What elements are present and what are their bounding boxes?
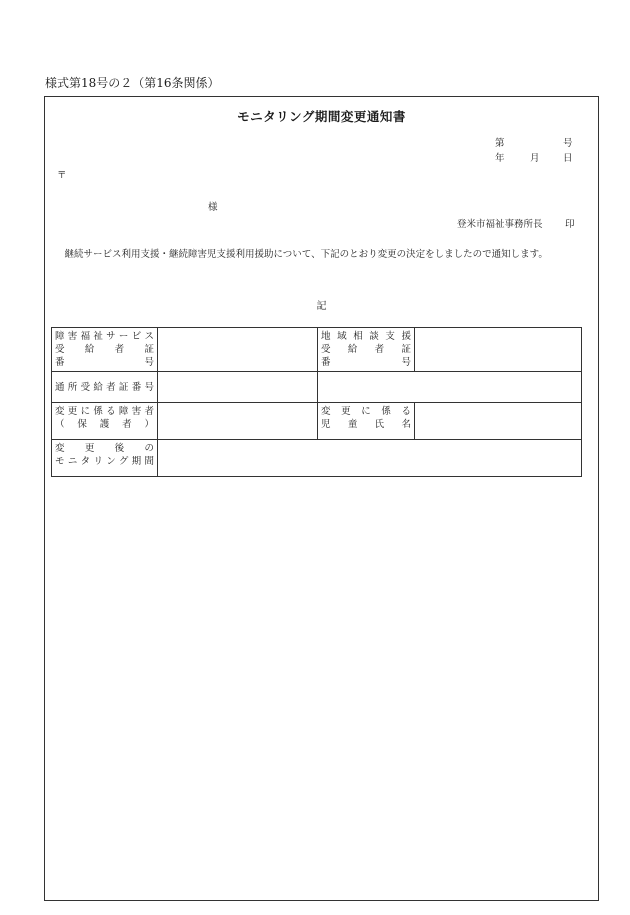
label-line: モニタリング期間 xyxy=(55,456,154,467)
date-month-label: 月 xyxy=(530,153,540,164)
label-line: 児童氏名 xyxy=(321,419,411,430)
child-name-field[interactable] xyxy=(415,403,582,440)
label-line: 地域相談支援 xyxy=(321,331,411,342)
label-line: 受給者証 xyxy=(55,344,154,355)
day-service-certificate-number-field[interactable] xyxy=(158,372,318,403)
label-line: 障害福祉サービス xyxy=(55,331,154,342)
info-table xyxy=(51,327,582,477)
label-line: 変更に係る xyxy=(321,406,411,417)
table-row xyxy=(52,372,582,403)
monitoring-period-label xyxy=(52,440,158,477)
issuer-name: 登米市福祉事務所長 xyxy=(457,219,543,230)
label-line: 変更後の xyxy=(55,443,154,454)
label-line: 番号 xyxy=(55,357,154,368)
child-name-label xyxy=(318,403,415,440)
monitoring-period-field[interactable] xyxy=(158,440,582,477)
label-line: 番号 xyxy=(321,357,411,368)
community-support-certificate-number-field[interactable] xyxy=(415,328,582,372)
table-row xyxy=(52,403,582,440)
document-title: モニタリング期間変更通知書 xyxy=(237,109,406,124)
date-day-label: 日 xyxy=(563,153,573,164)
seal-mark: 印 xyxy=(565,219,575,230)
postal-mark: 〒 xyxy=(57,170,67,181)
recipient-sama: 様 xyxy=(208,202,218,213)
label-line: 通所受給者証番号 xyxy=(55,381,154,393)
changed-person-label xyxy=(52,403,158,440)
service-certificate-number-label xyxy=(52,328,158,372)
ki-heading: 記 xyxy=(316,301,327,312)
form-number: 様式第18号の２（第16条関係） xyxy=(45,76,220,90)
label-line: 受給者証 xyxy=(321,344,411,355)
notice-frame xyxy=(44,96,599,901)
notice-body-text: 継続サービス利用支援・継続障害児支援利用援助について、下記のとおり変更の決定をしましたので通知します。 xyxy=(64,249,548,260)
label-line: 変更に係る障害者 xyxy=(55,406,154,417)
date-year-label: 年 xyxy=(495,153,505,164)
blank-cell xyxy=(318,372,582,403)
table-row xyxy=(52,440,582,477)
number-go-label: 号 xyxy=(563,138,573,149)
label-line: （保護者） xyxy=(55,419,154,430)
changed-person-field[interactable] xyxy=(158,403,318,440)
day-service-certificate-number-label xyxy=(52,372,158,403)
table-row xyxy=(52,328,582,372)
community-support-certificate-number-label xyxy=(318,328,415,372)
number-dai-label: 第 xyxy=(495,138,505,149)
service-certificate-number-field[interactable] xyxy=(158,328,318,372)
